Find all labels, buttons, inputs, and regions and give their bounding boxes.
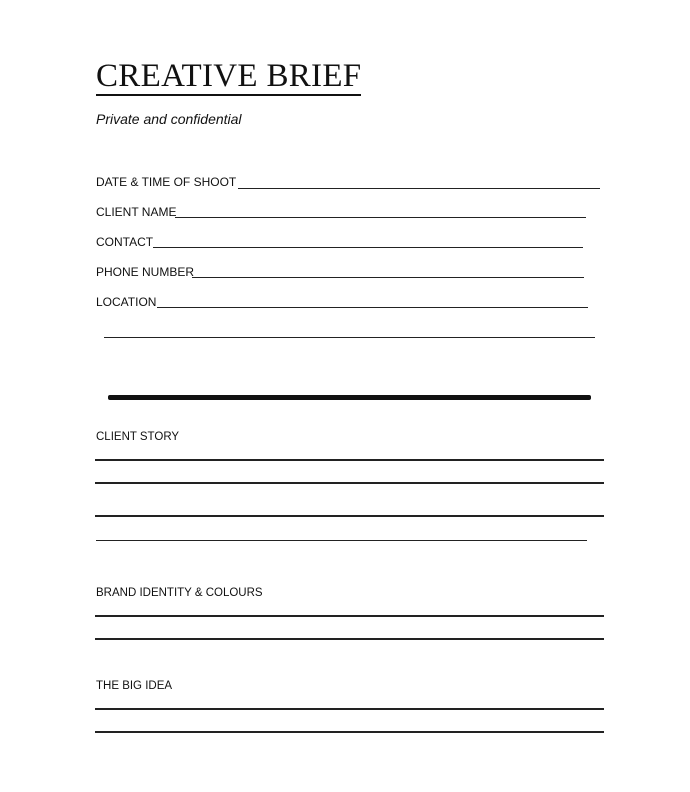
phone-number-label: PHONE NUMBER [96,265,195,279]
big-idea-heading: THE BIG IDEA [96,680,173,692]
date-time-label: DATE & TIME OF SHOOT [96,175,237,189]
big-idea-line-1[interactable] [95,708,604,710]
contact-field[interactable] [153,247,583,248]
contact-label: CONTACT [96,235,154,249]
client-name-field[interactable] [175,217,586,218]
client-story-line-3[interactable] [95,515,604,517]
client-name-label: CLIENT NAME [96,205,177,219]
document-title: CREATIVE BRIEF [96,58,362,94]
client-story-line-4[interactable] [96,540,587,541]
phone-number-field[interactable] [192,277,584,278]
location-field-line-2[interactable] [104,337,595,338]
brand-identity-heading: BRAND IDENTITY & COLOURS [96,587,263,599]
date-time-field[interactable] [238,188,600,189]
client-story-line-2[interactable] [95,482,604,484]
document-subtitle: Private and confidential [96,111,242,127]
client-story-line-1[interactable] [95,459,604,461]
brand-identity-line-1[interactable] [95,615,604,617]
location-label: LOCATION [96,295,157,309]
brand-identity-line-2[interactable] [95,638,604,640]
section-divider [108,395,591,400]
big-idea-line-2[interactable] [95,731,604,733]
client-story-heading: CLIENT STORY [96,431,180,443]
location-field[interactable] [157,307,588,308]
